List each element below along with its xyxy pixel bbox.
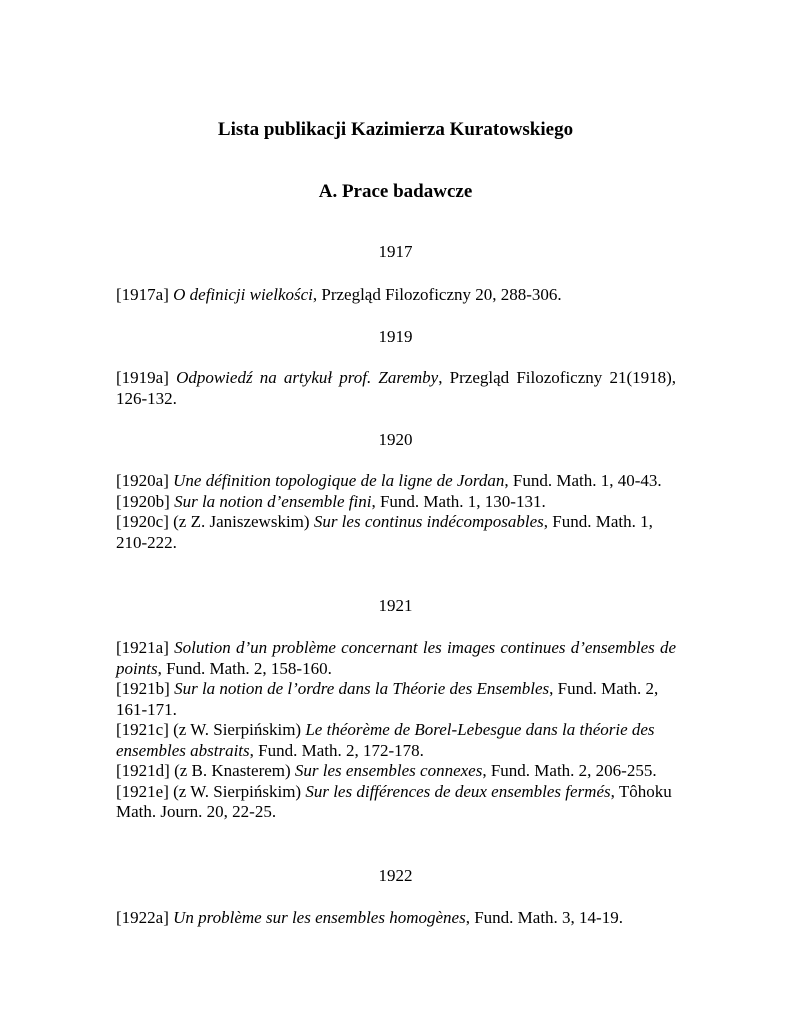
entry-pre: (z W. Sierpińskim) (173, 720, 306, 739)
entry-ref: [1921e] (116, 781, 174, 801)
publication-entry (116, 368, 676, 409)
entry-post: , Przegląd Filozoficzny 21(1918), 126-132. (116, 368, 677, 408)
entry-post: , Fund. Math. 1, 210-222. (116, 512, 653, 552)
year-heading-1922: 1922 (378, 866, 413, 885)
entry-ref: [1920a] (116, 471, 174, 490)
entry-ref: [1921a] (116, 638, 175, 657)
entry-pre: (z W. Sierpińskim) (173, 781, 306, 801)
entry-title: Sur la notion d’ensemble fini (174, 491, 372, 511)
entry-title: Sur les ensembles connexes (294, 761, 483, 780)
publication-entry (116, 638, 676, 679)
section-heading: A. Prace badawcze (318, 181, 473, 202)
entry-ref: [1920c] (116, 512, 174, 531)
publication-entry (116, 908, 676, 929)
entry-post: , Fund. Math. 2, 158-160. (157, 658, 332, 678)
publication-entry (116, 471, 676, 492)
publication-entry (116, 285, 676, 306)
publication-entry (116, 492, 676, 513)
entry-title: Un problème sur les ensembles homogènes (173, 908, 466, 927)
entry-post: , Fund. Math. 2, 172-178. (249, 740, 424, 760)
entry-ref: [1917a] (116, 285, 174, 304)
publication-entry (116, 512, 676, 553)
entry-ref: [1919a] (116, 368, 177, 387)
entry-title: Une définition topologique de la ligne de Jordan (173, 471, 505, 490)
entry-ref: [1921b] (116, 679, 175, 698)
publication-entry (116, 679, 676, 720)
entry-post: , Przegląd Filozoficzny 20, 288-306. (312, 285, 562, 304)
entries-1922 (116, 908, 676, 929)
entry-title: Odpowiedź na artykuł prof. Zaremby (176, 368, 439, 387)
entry-pre: (z Z. Janiszewskim) (173, 512, 314, 531)
entry-title: Sur les différences de deux ensembles fermés (305, 781, 611, 801)
entry-title: Le théorème de Borel-Lebesgue dans la théorie des ensembles abstraits (116, 720, 655, 760)
entry-ref: [1921d] (116, 761, 175, 780)
entry-post: , Fund. Math. 1, 40-43. (504, 471, 662, 490)
entries-1921 (116, 638, 676, 823)
entry-ref: [1921c] (116, 720, 174, 739)
entry-post: , Fund. Math. 2, 161-171. (116, 679, 659, 719)
entry-ref: [1922a] (116, 908, 174, 927)
year-heading-1919: 1919 (378, 327, 413, 346)
entry-post: , Fund. Math. 3, 14-19. (465, 908, 623, 927)
entry-title: Sur les continus indécomposables (313, 512, 544, 531)
publication-entry (116, 782, 676, 823)
entry-post: , Tôhoku Math. Journ. 20, 22-25. (116, 781, 672, 821)
year-heading-1920: 1920 (378, 430, 413, 449)
entry-ref: [1920b] (116, 491, 175, 511)
entries-1920 (116, 471, 676, 553)
entry-post: , Fund. Math. 2, 206-255. (482, 761, 657, 780)
publication-entry (116, 761, 676, 782)
entries-1919 (116, 368, 676, 409)
entry-title: Sur la notion de l’ordre dans la Théorie des Ensembles (174, 679, 550, 698)
entries-1917 (116, 285, 676, 306)
entry-title: Solution d’un problème concernant les images continues d’ensembles de points (116, 638, 676, 678)
document-title: Lista publikacji Kazimierza Kuratowskiego (217, 119, 574, 140)
entry-post: , Fund. Math. 1, 130-131. (371, 491, 546, 511)
entry-pre: (z B. Knasterem) (174, 761, 295, 780)
entry-title: O definicji wielkości (173, 285, 313, 304)
publication-entry (116, 720, 676, 761)
year-heading-1921: 1921 (378, 596, 413, 615)
year-heading-1917: 1917 (378, 242, 413, 261)
